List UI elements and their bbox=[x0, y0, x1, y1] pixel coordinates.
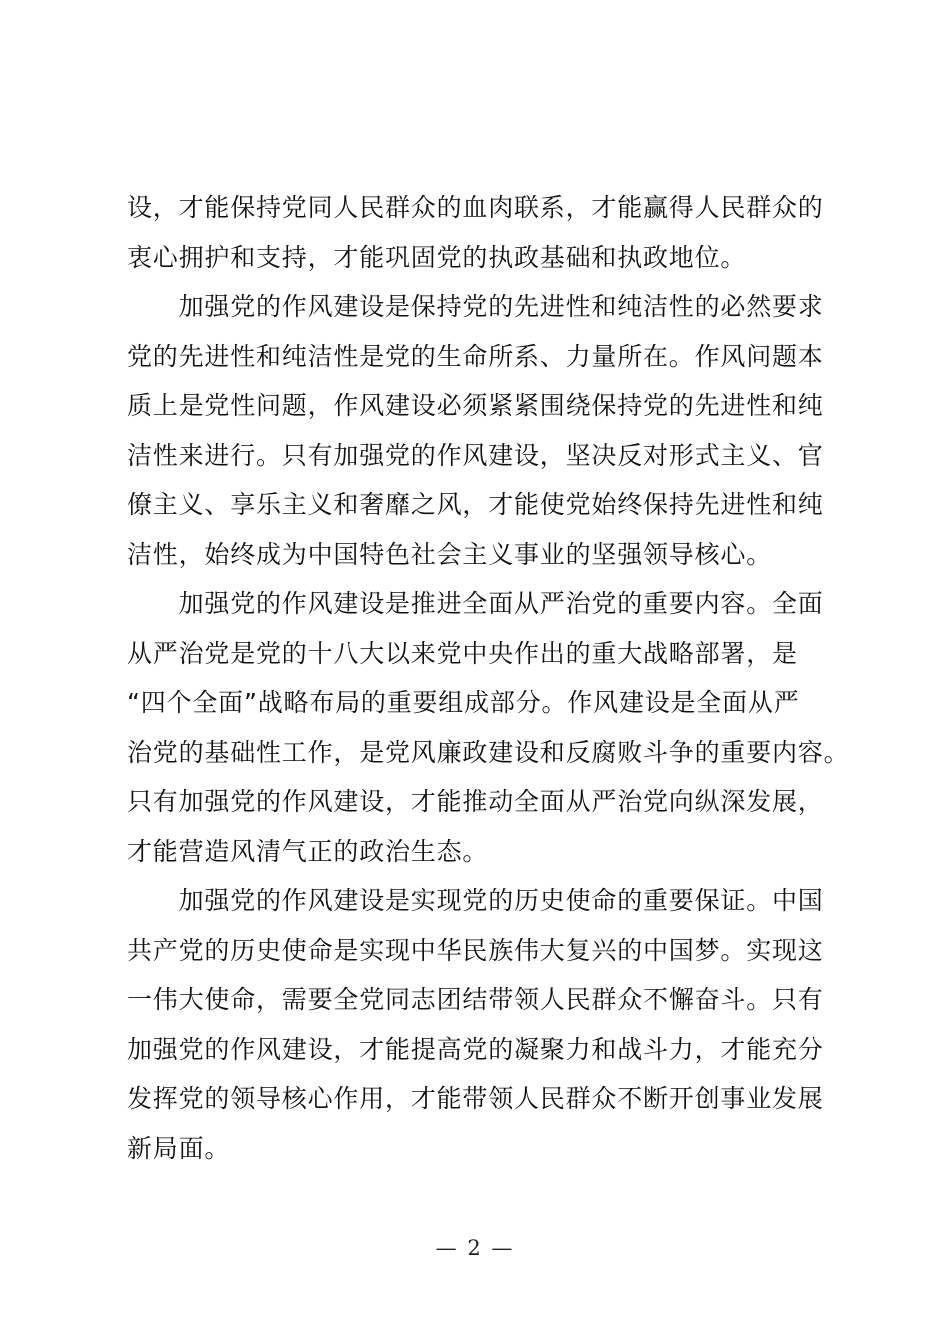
text-line: 洁性来进行。只有加强党的作风建设，坚决反对形式主义、官 bbox=[127, 440, 824, 470]
paragraph-first-line: 加强党的作风建设是实现党的历史使命的重要保证。中国 bbox=[127, 886, 824, 915]
text-line: 加强党的作风建设，才能提高党的凝聚力和战斗力，才能充分 bbox=[127, 1034, 824, 1064]
text-line: 质上是党性问题，作风建设必须紧紧围绕保持党的先进性和纯 bbox=[127, 391, 824, 420]
text-line: “四个全面”战略布局的重要组成部分。作风建设是全面从严 bbox=[127, 688, 800, 717]
text-line: 只有加强党的作风建设，才能推动全面从严治党向纵深发展， bbox=[127, 787, 824, 816]
text-line: 共产党的历史使命是实现中华民族伟大复兴的中国梦。实现这 bbox=[127, 935, 824, 965]
page-number: — 2 — bbox=[435, 1236, 515, 1260]
text-line: 僚主义、享乐主义和奢靡之风，才能使党始终保持先进性和纯 bbox=[127, 490, 824, 519]
text-line: 党的先进性和纯洁性是党的生命所系、力量所在。作风问题本 bbox=[127, 341, 824, 371]
text-line: 治党的基础性工作，是党风廉政建设和反腐败斗争的重要内容。 bbox=[127, 737, 850, 767]
text-line: 发挥党的领导核心作用，才能带领人民群众不断开创事业发展 bbox=[127, 1084, 824, 1113]
text-line: 一伟大使命，需要全党同志团结带领人民群众不懈奋斗。只有 bbox=[127, 985, 824, 1014]
paragraph-first-line: 加强党的作风建设是保持党的先进性和纯洁性的必然要求 bbox=[127, 292, 824, 321]
text-line: 新局面。 bbox=[127, 1133, 231, 1163]
text-line: 洁性，始终成为中国特色社会主义事业的坚强领导核心。 bbox=[127, 539, 773, 569]
text-line: 衷心拥护和支持，才能巩固党的执政基础和执政地位。 bbox=[127, 242, 747, 272]
text-line: 才能营造风清气正的政治生态。 bbox=[127, 836, 489, 866]
text-line: 设，才能保持党同人民群众的血肉联系，才能赢得人民群众的 bbox=[127, 193, 824, 222]
text-line: 从严治党是党的十八大以来党中央作出的重大战略部署，是 bbox=[127, 638, 798, 668]
body-text bbox=[127, 183, 850, 1173]
paragraph-first-line: 加强党的作风建设是推进全面从严治党的重要内容。全面 bbox=[127, 589, 824, 618]
